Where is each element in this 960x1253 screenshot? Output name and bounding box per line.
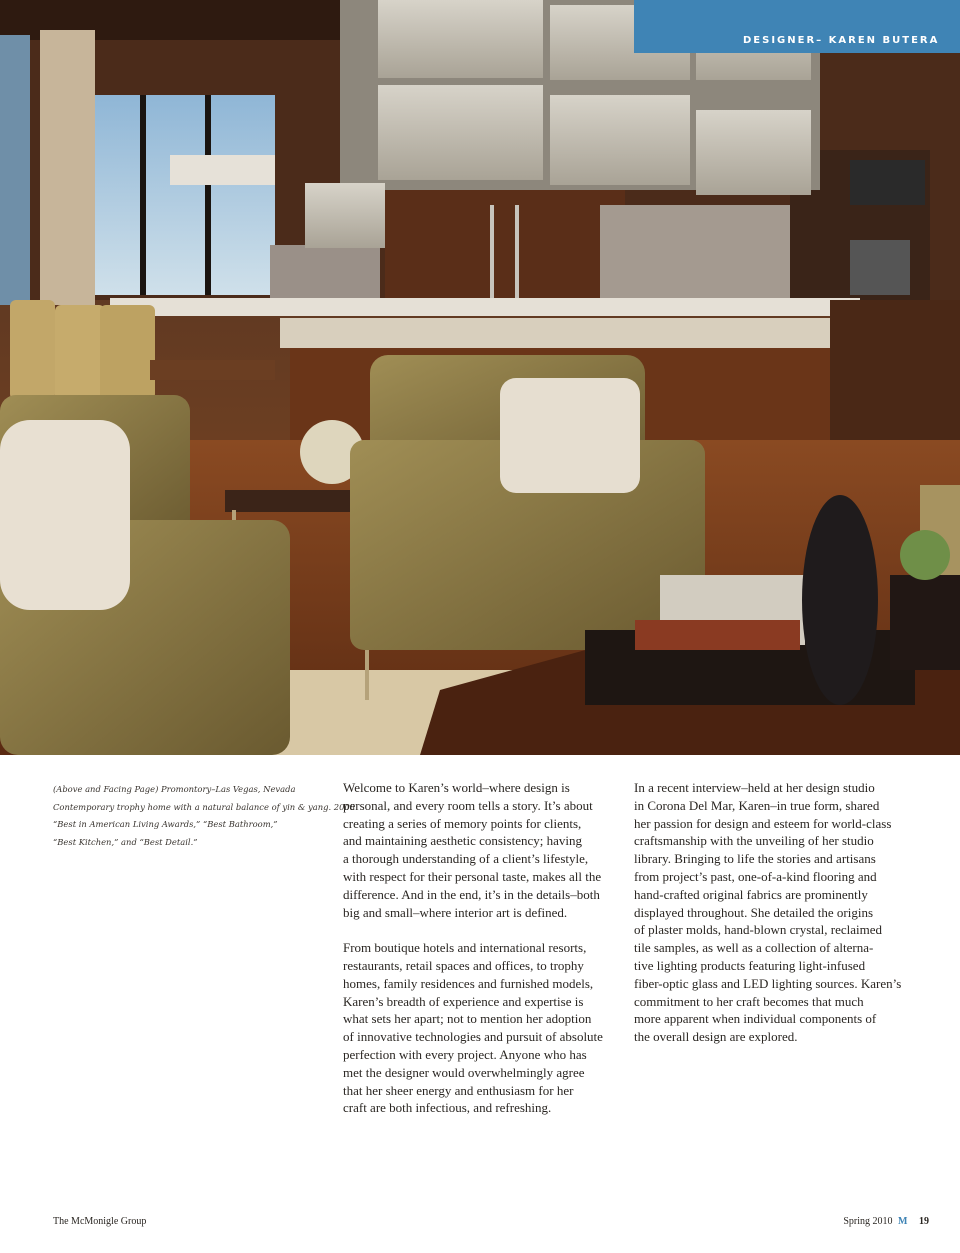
text-line: her passion for design and esteem for world-class [634, 815, 892, 831]
text-line: Welcome to Karen’s world–where design is [343, 780, 570, 795]
article-column-2 [634, 779, 924, 1064]
text-line: tile samples, as well as a collection of alterna- [634, 940, 874, 956]
text-line: creating a series of memory points for clients, [343, 815, 582, 831]
text-line: what sets her apart; not to mention her adoption [343, 1011, 592, 1027]
text-line: homes, family residences and furnished models, [343, 975, 594, 991]
text-line: fiber-optic glass and LED lighting sources. Karen’s [634, 975, 902, 991]
text-line: From boutique hotels and international resorts, [343, 940, 587, 956]
text-line: of innovative technologies and pursuit of absolute [343, 1029, 603, 1045]
publisher-name: The McMonigle Group [53, 1216, 147, 1227]
text-line: craft are both infectious, and refreshing. [343, 1100, 552, 1116]
caption-line: “Best in American Living Awards,” “Best Bathroom,” [53, 819, 278, 830]
text-line: craftsmanship with the unveiling of her studio [634, 833, 874, 849]
paragraph [634, 779, 924, 1046]
text-line: hand-crafted original fabrics are prominently [634, 886, 868, 902]
paragraph [343, 939, 633, 1117]
caption-line: Contemporary trophy home with a natural balance of yin & yang. 2008 [53, 801, 356, 812]
text-line: library. Bringing to life the stories and artisans [634, 851, 876, 867]
page-footer [843, 1216, 929, 1227]
text-line: Karen’s breadth of experience and expertise is [343, 993, 584, 1009]
page-number: 19 [919, 1216, 929, 1227]
text-line: big and small–where interior art is defined. [343, 904, 568, 920]
text-line: more apparent when individual components of [634, 1011, 877, 1027]
text-line: of plaster molds, hand-blown crystal, reclaimed [634, 922, 883, 938]
text-line: the overall design are explored. [634, 1029, 798, 1045]
text-line: with respect for their personal taste, makes all the [343, 868, 602, 884]
text-line: commitment to her craft becomes that much [634, 993, 864, 1009]
text-line: perfection with every project. Anyone who has [343, 1046, 587, 1062]
text-line: met the designer would overwhelmingly agree [343, 1064, 585, 1080]
text-line: In a recent interview–held at her design studio [634, 780, 875, 795]
text-line: displayed throughout. She detailed the origins [634, 904, 874, 920]
text-line: tive lighting products featuring light-infused [634, 957, 866, 973]
text-line: a thorough understanding of a client’s lifestyle, [343, 851, 589, 867]
caption-line: “Best Kitchen,” and “Best Detail.” [53, 836, 198, 847]
text-line: from project’s past, one-of-a-kind flooring and [634, 868, 877, 884]
text-line: personal, and every room tells a story. It’s about [343, 797, 593, 813]
text-line: restaurants, retail spaces and offices, to trophy [343, 957, 584, 973]
paragraph [343, 779, 633, 921]
photo-caption [53, 781, 356, 851]
issue-date: Spring 2010 [843, 1216, 893, 1227]
text-line: that her sheer energy and enthusiasm for her [343, 1082, 574, 1098]
magazine-logo-letter: M [898, 1216, 908, 1227]
designer-tag: DESIGNER– KAREN BUTERA [634, 0, 960, 53]
text-line: and maintaining aesthetic consistency; having [343, 833, 582, 849]
text-line: difference. And in the end, it’s in the details–both [343, 886, 600, 902]
article-column-1 [343, 779, 633, 1135]
text-line: in Corona Del Mar, Karen–in true form, shared [634, 797, 880, 813]
caption-line: (Above and Facing Page) Promontory–Las Vegas, Nevada [53, 784, 296, 794]
